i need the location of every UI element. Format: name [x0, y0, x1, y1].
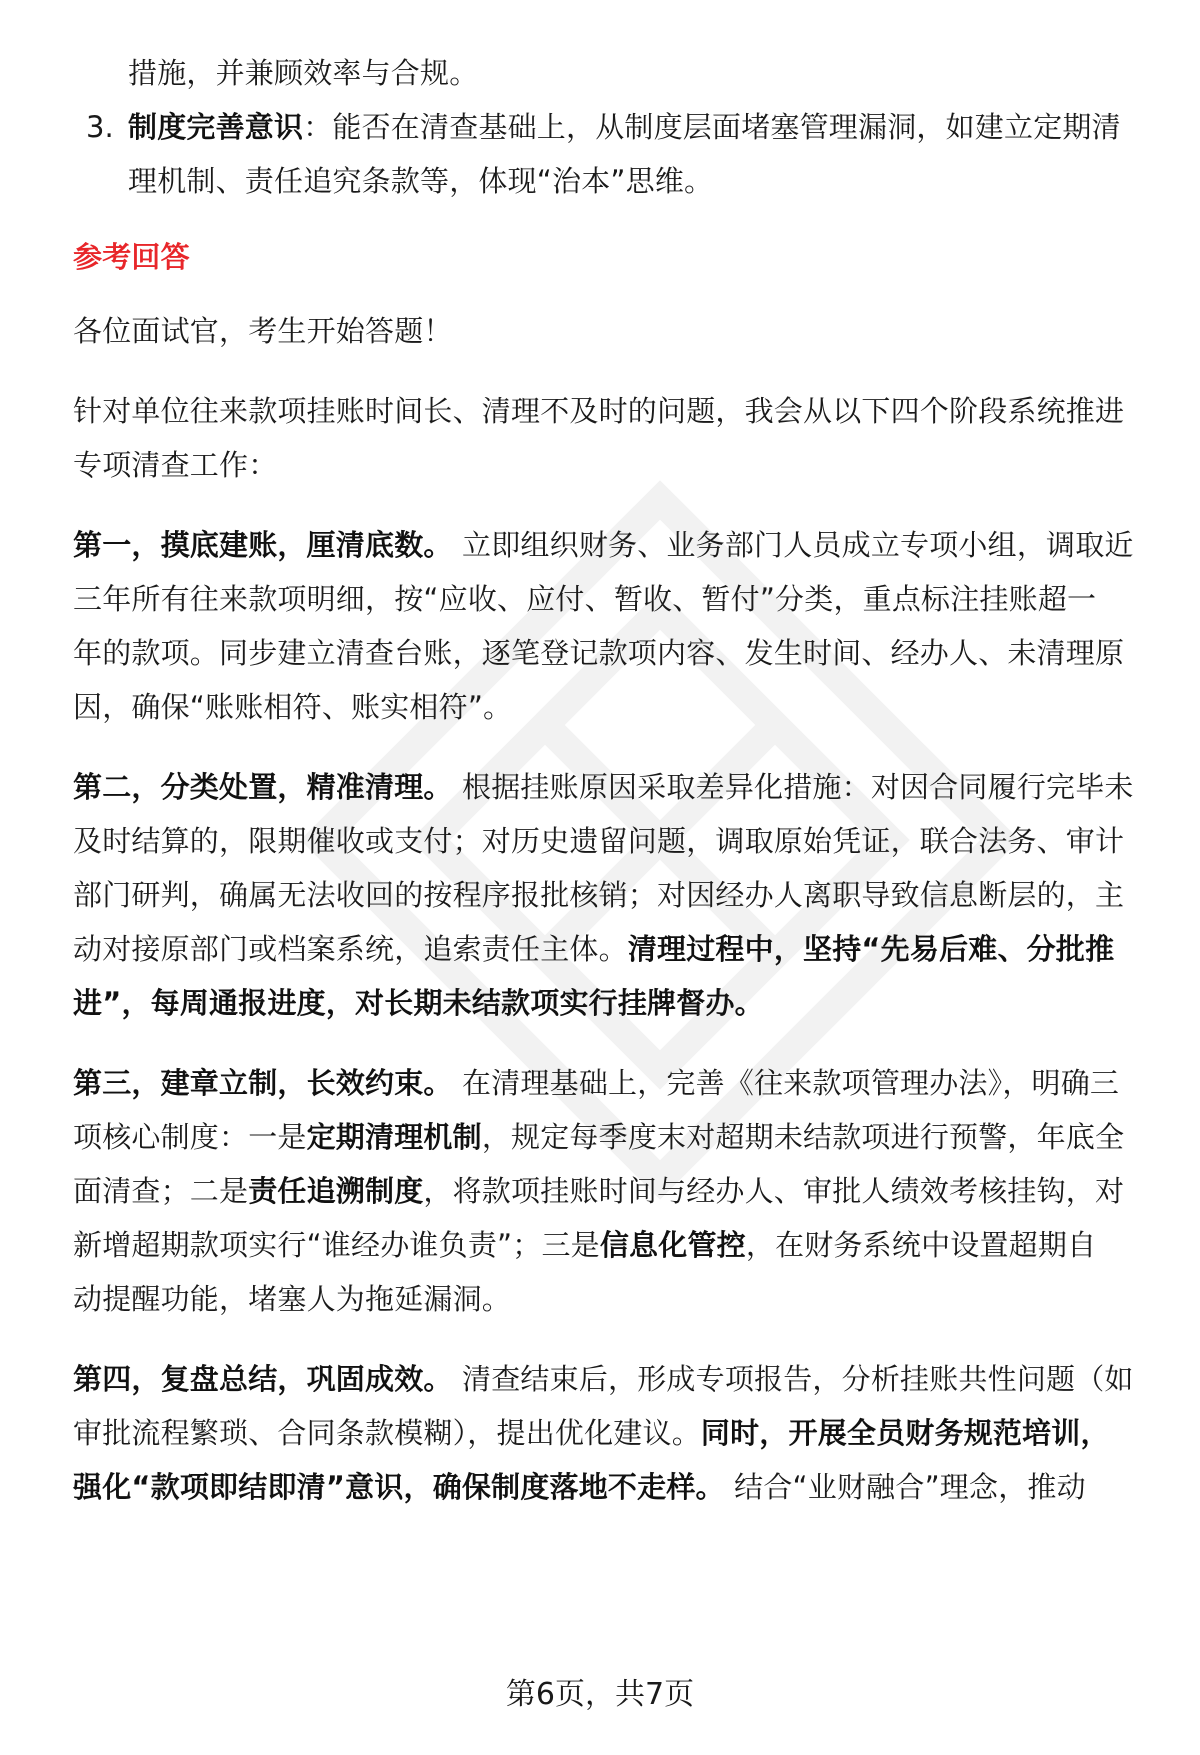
section3-line5: 动提醒功能，堵塞人为拖延漏洞。: [73, 1282, 512, 1316]
section4-line3: 强化“款项即结即清”意识，确保制度落地不走样。 结合“业财融合”理念，推动: [73, 1470, 1086, 1504]
section2-line4: 动对接原部门或档案系统，追索责任主体。清理过程中，坚持“先易后难、分批推: [73, 932, 1115, 966]
section1-line1: 第一，摸底建账，厘清底数。 立即组织财务、业务部门人员成立专项小组，调取近: [73, 528, 1134, 562]
section2-line2: 及时结算的，限期催收或支付；对历史遗留问题，调取原始凭证，联合法务、审计: [73, 824, 1125, 858]
criteria-item3-text: ：能否在清查基础上，从制度层面堵塞管理漏洞，如建立定期清: [303, 110, 1121, 144]
section4-line1: 第四，复盘总结，巩固成效。 清查结束后，形成专项报告，分析挂账共性问题（如: [73, 1362, 1134, 1396]
section3-line4: 新增超期款项实行“谁经办谁负责”；三是信息化管控，在财务系统中设置超期自: [73, 1228, 1097, 1262]
section3-title: 第三，建章立制，长效约束。: [73, 1066, 453, 1100]
section2-emphasis: 清理过程中，坚持“先易后难、分批推: [627, 932, 1115, 966]
answer-intro-line2: 专项清查工作：: [73, 448, 278, 482]
criteria-item2-continuation: 措施，并兼顾效率与合规。: [128, 56, 479, 90]
section2-line5: 进”，每周通报进度，对长期未结款项实行挂牌督办。: [73, 986, 764, 1020]
answer-heading: 参考回答: [73, 240, 190, 274]
criteria-item3-title: 制度完善意识: [128, 110, 304, 144]
page-number-footer: 第6页，共7页: [505, 1677, 695, 1712]
section1-line3: 年的款项。同步建立清查台账，逐笔登记款项内容、发生时间、经办人、未清理原: [73, 636, 1125, 670]
section2-title: 第二，分类处置，精准清理。: [73, 770, 453, 804]
section1-line4: 因，确保“账账相符、账实相符”。: [73, 690, 513, 724]
answer-intro-line1: 针对单位往来款项挂账时间长、清理不及时的问题，我会从以下四个阶段系统推进: [73, 394, 1125, 428]
section3-line1: 第三，建章立制，长效约束。 在清理基础上，完善《往来款项管理办法》，明确三: [73, 1066, 1120, 1100]
section2-line3: 部门研判，确属无法收回的按程序报批核销；对因经办人离职导致信息断层的，主: [73, 878, 1125, 912]
criteria-item3-line1: [128, 107, 1200, 147]
section4-line2: 审批流程繁琐、合同条款模糊），提出优化建议。同时，开展全员财务规范培训，: [73, 1416, 1110, 1450]
section3-line2: 项核心制度：一是定期清理机制，规定每季度末对超期未结款项进行预警，年底全: [73, 1120, 1125, 1154]
section1-line2: 三年所有往来款项明细，按“应收、应付、暂收、暂付”分类，重点标注挂账超一: [73, 582, 1097, 616]
answer-greeting: 各位面试官，考生开始答题！: [73, 314, 453, 348]
section2-line1: 第二，分类处置，精准清理。 根据挂账原因采取差异化措施：对因合同履行完毕未: [73, 770, 1134, 804]
section4-title: 第四，复盘总结，巩固成效。: [73, 1362, 453, 1396]
section3-line3: 面清查；二是责任追溯制度，将款项挂账时间与经办人、审批人绩效考核挂钩，对: [73, 1174, 1125, 1208]
criteria-item3-line2: 理机制、责任追究条款等，体现“治本”思维。: [128, 164, 714, 198]
criteria-item3-number: 3.: [86, 110, 114, 144]
section1-title: 第一，摸底建账，厘清底数。: [73, 528, 453, 562]
